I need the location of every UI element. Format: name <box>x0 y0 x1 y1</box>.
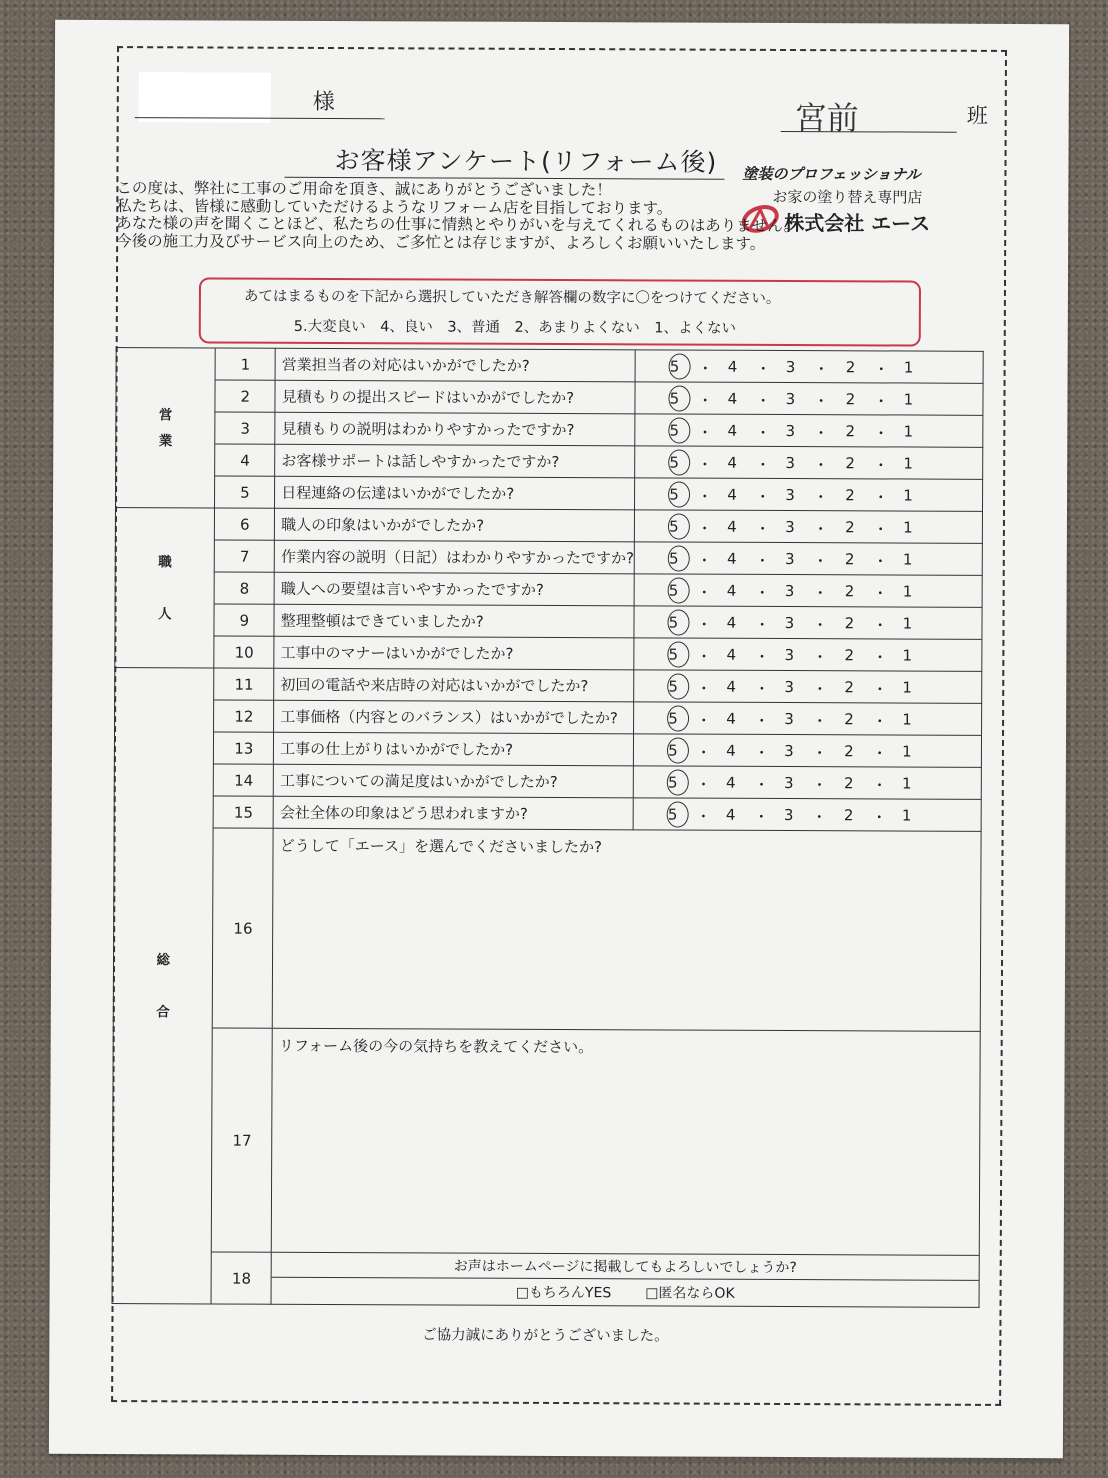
rating-options[interactable] <box>635 350 983 384</box>
rating-separator: ・ <box>813 423 829 442</box>
rating-separator: ・ <box>873 391 889 410</box>
rating-separator: ・ <box>755 455 771 474</box>
rating-separator: ・ <box>697 359 713 378</box>
rating-option[interactable]: 4 <box>725 805 736 824</box>
question-number: 11 <box>214 668 274 700</box>
rating-option[interactable]: 5 <box>669 356 680 376</box>
rating-separator: ・ <box>697 391 713 410</box>
intro-text <box>116 180 799 253</box>
intro-line: 今後の施工力及びサービス向上のため、ご多忙とは存じますが、よろしくお願いいたします。 <box>116 231 766 253</box>
rating-option[interactable]: 1 <box>903 390 914 409</box>
rating-separator: ・ <box>697 487 713 506</box>
selected-rating-circle <box>669 353 691 379</box>
rating-options[interactable] <box>633 798 981 832</box>
rating-option[interactable]: 1 <box>902 741 912 761</box>
rating-separator: ・ <box>873 359 889 378</box>
rating-option[interactable]: 4 <box>725 773 736 792</box>
rating-option[interactable]: 3 <box>783 805 794 824</box>
question-row <box>114 732 981 768</box>
rating-legend: 5.大変良い 4、良い 3、普通 2、あまりよくない 1、よくない <box>293 318 737 337</box>
rating-separator: ・ <box>812 679 828 698</box>
rating-option[interactable]: 4 <box>726 549 737 568</box>
q18-options <box>272 1278 979 1307</box>
question-number: 3 <box>215 412 275 444</box>
rating-separator: ・ <box>754 615 770 634</box>
question-text: 工事中のマナーはいかがでしたか? <box>274 636 634 670</box>
question-row <box>115 572 982 608</box>
question-row <box>116 380 983 416</box>
selected-rating-circle <box>668 577 690 603</box>
question-number: 17 <box>212 1028 273 1252</box>
rating-option[interactable]: 3 <box>785 357 796 376</box>
q17-answer-area[interactable] <box>271 1028 980 1255</box>
rating-option[interactable]: 5 <box>668 708 678 728</box>
rating-options[interactable] <box>633 766 981 800</box>
rating-separator: ・ <box>813 455 829 474</box>
rating-separator: ・ <box>696 583 712 602</box>
category-sales: 営 業 <box>116 348 216 508</box>
rating-option[interactable]: 2 <box>844 581 855 600</box>
question-text: 見積もりの説明はわかりやすかったですか? <box>275 412 635 446</box>
handwritten-team-name: 宮前 <box>794 99 859 138</box>
rating-separator: ・ <box>812 583 828 602</box>
rating-option[interactable]: 3 <box>785 517 795 536</box>
question-row <box>115 540 982 576</box>
question-number: 7 <box>215 540 275 572</box>
question-row <box>116 476 983 512</box>
rating-option[interactable]: 1 <box>902 581 913 601</box>
team-label: 班 <box>966 103 988 128</box>
rating-separator: ・ <box>872 711 888 730</box>
rating-separator: ・ <box>755 359 771 378</box>
q16-answer-area[interactable] <box>272 828 981 1031</box>
question-number: 18 <box>211 1252 271 1304</box>
rating-option[interactable]: 5 <box>669 484 679 504</box>
question-text: リフォーム後の今の気持ちを教えてください。 <box>278 1036 594 1057</box>
questionnaire-table <box>112 347 984 1308</box>
instructions-line: あてはまるものを下記から選択していただき解答欄の数字に〇をつけてください。 <box>243 288 781 307</box>
selected-rating-circle <box>668 481 690 507</box>
selected-rating-circle <box>668 513 690 539</box>
rating-options[interactable] <box>635 414 983 448</box>
rating-separator: ・ <box>695 775 712 794</box>
brand-tagline: 塗装のプロフェッショナル <box>742 164 921 184</box>
question-number: 15 <box>214 796 274 828</box>
rating-separator: ・ <box>696 743 712 762</box>
rating-separator: ・ <box>872 615 888 634</box>
rating-option[interactable]: 4 <box>727 421 738 440</box>
rating-option[interactable]: 1 <box>903 358 914 377</box>
rating-separator: ・ <box>813 519 829 538</box>
rating-option[interactable]: 2 <box>844 613 855 632</box>
rating-option[interactable]: 3 <box>784 549 795 568</box>
question-text: 工事の仕上がりはいかがでしたか? <box>274 732 634 766</box>
question-row <box>115 636 982 672</box>
rating-option[interactable]: 1 <box>901 773 912 793</box>
rating-option[interactable]: 1 <box>902 613 913 633</box>
question-text: 職人の印象はいかがでしたか? <box>275 508 635 542</box>
rating-option[interactable]: 4 <box>727 453 737 472</box>
rating-options[interactable] <box>635 446 983 480</box>
question-row <box>116 444 983 480</box>
rating-option[interactable]: 2 <box>844 549 855 568</box>
rating-options[interactable] <box>635 478 983 512</box>
brand-name: 株式会社 エース <box>784 210 931 236</box>
rating-option[interactable]: 1 <box>902 645 913 665</box>
rating-separator: ・ <box>754 679 770 698</box>
rating-option[interactable]: 2 <box>845 357 856 376</box>
question-row <box>115 700 982 736</box>
rating-separator: ・ <box>813 487 829 506</box>
rating-options[interactable] <box>634 574 982 608</box>
rating-options[interactable] <box>634 670 982 704</box>
selected-rating-circle <box>667 705 689 731</box>
rating-separator: ・ <box>812 711 828 730</box>
rating-options[interactable] <box>634 638 982 672</box>
rating-options[interactable] <box>634 734 982 768</box>
rating-option[interactable]: 5 <box>668 580 679 600</box>
rating-option[interactable]: 5 <box>668 612 679 632</box>
question-number: 10 <box>214 636 274 668</box>
selected-rating-circle <box>668 417 690 443</box>
rating-option[interactable]: 2 <box>845 453 855 472</box>
rating-option[interactable]: 2 <box>844 709 854 728</box>
rating-options[interactable] <box>634 702 982 736</box>
page-title: お客様アンケート(リフォーム後) <box>334 146 718 177</box>
rating-options[interactable] <box>634 606 982 640</box>
survey-sheet <box>49 20 1069 1458</box>
rating-separator: ・ <box>695 807 711 826</box>
rating-separator: ・ <box>754 583 770 602</box>
question-row <box>115 508 982 544</box>
rating-option[interactable]: 1 <box>901 805 912 825</box>
question-number: 5 <box>215 476 275 508</box>
rating-option[interactable]: 2 <box>844 645 855 664</box>
rating-options[interactable] <box>635 382 983 416</box>
rating-option[interactable]: 4 <box>726 645 737 664</box>
category-craftsman: 職 人 <box>115 508 215 668</box>
rating-separator: ・ <box>697 519 713 538</box>
rating-option[interactable]: 1 <box>903 485 913 505</box>
question-row <box>115 604 982 640</box>
rating-separator: ・ <box>873 455 889 474</box>
rating-separator: ・ <box>872 679 888 698</box>
rating-separator: ・ <box>812 743 828 762</box>
rating-separator: ・ <box>811 775 828 794</box>
rating-option[interactable]: 5 <box>667 772 678 792</box>
rating-separator: ・ <box>755 391 771 410</box>
selected-rating-circle <box>669 385 691 411</box>
question-text: 作業内容の説明（日記）はわかりやすかったですか? <box>274 540 634 574</box>
rating-option[interactable]: 3 <box>785 453 795 472</box>
question-text: 営業担当者の対応はいかがでしたか? <box>275 348 635 382</box>
thank-you-footer: ご協力誠にありがとうございました。 <box>422 1327 669 1345</box>
rating-option[interactable]: 4 <box>727 357 738 376</box>
rating-option[interactable]: 3 <box>784 709 794 728</box>
rating-option[interactable]: 5 <box>669 420 680 440</box>
rating-separator: ・ <box>872 583 888 602</box>
rating-separator: ・ <box>696 647 712 666</box>
rating-option[interactable]: 2 <box>845 485 855 504</box>
question-text: お声はホームページに掲載してもよろしいでしょうか? <box>272 1253 979 1281</box>
rating-option[interactable]: 4 <box>726 613 737 632</box>
question-text: どうして「エース」を選んでくださいましたか? <box>279 836 602 857</box>
rating-option[interactable]: 5 <box>669 388 680 408</box>
rating-separator: ・ <box>873 519 889 538</box>
question-row <box>114 764 981 800</box>
rating-option[interactable]: 1 <box>902 709 912 729</box>
question-text: 日程連絡の伝達はいかがでしたか? <box>275 476 635 510</box>
rating-option[interactable]: 2 <box>844 741 854 760</box>
rating-option[interactable]: 5 <box>669 452 679 472</box>
rating-option[interactable]: 4 <box>726 709 736 728</box>
rating-separator: ・ <box>753 775 770 794</box>
rating-option[interactable]: 4 <box>726 741 736 760</box>
question-row <box>114 796 981 832</box>
rating-option[interactable]: 3 <box>784 741 794 760</box>
rating-separator: ・ <box>812 615 828 634</box>
question-row <box>115 668 982 704</box>
selected-rating-circle <box>667 673 689 699</box>
rating-option[interactable]: 1 <box>902 549 913 569</box>
question-text: 整理整頓はできていましたか? <box>274 604 634 638</box>
selected-rating-circle <box>668 449 690 475</box>
question-number: 1 <box>216 348 276 380</box>
rating-option[interactable]: 3 <box>784 581 795 600</box>
rating-option[interactable]: 5 <box>669 516 679 536</box>
rating-option[interactable]: 2 <box>845 389 856 408</box>
rating-options[interactable] <box>634 542 982 576</box>
q18-row <box>112 1252 979 1308</box>
rating-option[interactable]: 1 <box>903 422 914 441</box>
rating-option[interactable]: 2 <box>845 517 855 536</box>
honorific: 様 <box>312 89 335 116</box>
intro-line: 私たちは、皆様に感動していただけるようなリフォーム店を目指しております。 <box>116 196 673 217</box>
rating-option[interactable]: 3 <box>785 421 796 440</box>
brand-subtitle: お家の塗り替え専門店 <box>772 187 923 207</box>
rating-option[interactable]: 2 <box>843 805 854 824</box>
rating-option[interactable]: 2 <box>843 773 854 792</box>
rating-option[interactable]: 5 <box>668 548 679 568</box>
rating-options[interactable] <box>635 510 983 544</box>
question-number: 14 <box>214 764 274 796</box>
question-number: 6 <box>215 508 275 540</box>
rating-separator: ・ <box>697 455 713 474</box>
rating-option[interactable]: 4 <box>726 581 737 600</box>
question-number: 4 <box>215 444 275 476</box>
selected-rating-circle <box>667 641 689 667</box>
rating-option[interactable]: 1 <box>903 454 913 473</box>
rating-separator: ・ <box>811 807 827 826</box>
redacted-customer-name <box>139 72 271 123</box>
rating-separator: ・ <box>755 487 771 506</box>
rating-separator: ・ <box>696 679 712 698</box>
selected-rating-circle <box>667 769 689 795</box>
intro-line: あなた様の声を聞くことほど、私たちの仕事に情熱とやりがいを与えてくれるものはありません。 <box>116 214 800 236</box>
question-number: 13 <box>214 732 274 764</box>
rating-option[interactable]: 5 <box>668 740 678 760</box>
question-row <box>116 348 983 384</box>
rating-option[interactable]: 3 <box>784 677 794 696</box>
rating-separator: ・ <box>872 743 888 762</box>
rating-separator: ・ <box>696 711 712 730</box>
rating-option[interactable]: 3 <box>784 645 795 664</box>
rating-separator: ・ <box>755 423 771 442</box>
rating-separator: ・ <box>755 519 771 538</box>
question-number: 8 <box>215 572 275 604</box>
selected-rating-circle <box>668 545 690 571</box>
question-text: 工事についての満足度はいかがでしたか? <box>273 764 633 798</box>
question-row <box>116 412 983 448</box>
rating-separator: ・ <box>872 551 889 570</box>
rating-separator: ・ <box>871 775 888 794</box>
rating-option[interactable]: 4 <box>726 677 736 696</box>
rating-separator: ・ <box>873 487 889 506</box>
rating-separator: ・ <box>812 551 829 570</box>
rating-separator: ・ <box>873 423 889 442</box>
rating-separator: ・ <box>753 807 769 826</box>
selected-rating-circle <box>667 801 689 827</box>
rating-option[interactable]: 3 <box>785 485 795 504</box>
yes-checkbox[interactable]: □もちろんYES <box>515 1284 612 1302</box>
question-text: 職人への要望は言いやすかったですか? <box>274 572 634 606</box>
rating-separator: ・ <box>813 359 829 378</box>
rating-separator: ・ <box>754 743 770 762</box>
rating-separator: ・ <box>812 647 828 666</box>
selected-rating-circle <box>668 609 690 635</box>
rating-option[interactable]: 4 <box>727 389 738 408</box>
rating-option[interactable]: 1 <box>902 677 912 697</box>
rating-option[interactable]: 2 <box>844 677 854 696</box>
rating-option[interactable]: 1 <box>903 517 913 537</box>
q17-row <box>112 1028 980 1256</box>
question-text: 会社全体の印象はどう思われますか? <box>273 796 633 830</box>
question-text: 初回の電話や来店時の対応はいかがでしたか? <box>274 668 634 702</box>
rating-option[interactable]: 3 <box>783 773 794 792</box>
rating-separator: ・ <box>813 391 829 410</box>
question-text: 工事価格（内容とのバランス）はいかがでしたか? <box>274 700 634 734</box>
anonymous-checkbox[interactable]: □匿名ならOK <box>645 1285 735 1302</box>
rating-option[interactable]: 4 <box>727 485 737 504</box>
category-overall: 総 合 <box>112 668 214 1304</box>
question-number: 12 <box>214 700 274 732</box>
intro-line: この度は、弊社に工事のご用命を頂き、誠にありがとうございました！ <box>116 179 612 200</box>
rating-separator: ・ <box>871 807 887 826</box>
rating-option[interactable]: 5 <box>667 804 678 824</box>
q16-row <box>113 828 981 1032</box>
question-number: 9 <box>214 604 274 636</box>
question-text: 見積もりの提出スピードはいかがでしたか? <box>275 380 635 414</box>
rating-separator: ・ <box>754 551 771 570</box>
rating-option[interactable]: 2 <box>845 421 856 440</box>
rating-separator: ・ <box>696 551 713 570</box>
q18-cell <box>271 1252 979 1307</box>
rating-separator: ・ <box>872 647 888 666</box>
rating-option[interactable]: 5 <box>668 676 678 696</box>
rating-option[interactable]: 5 <box>668 644 679 664</box>
rating-separator: ・ <box>696 615 712 634</box>
rating-separator: ・ <box>754 647 770 666</box>
rating-option[interactable]: 3 <box>785 389 796 408</box>
question-text: お客様サポートは話しやすかったですか? <box>275 444 635 478</box>
question-number: 2 <box>215 380 275 412</box>
rating-option[interactable]: 4 <box>727 517 737 536</box>
rating-separator: ・ <box>697 423 713 442</box>
rating-option[interactable]: 3 <box>784 613 795 632</box>
rating-separator: ・ <box>754 711 770 730</box>
question-number: 16 <box>213 828 274 1028</box>
selected-rating-circle <box>667 737 689 763</box>
